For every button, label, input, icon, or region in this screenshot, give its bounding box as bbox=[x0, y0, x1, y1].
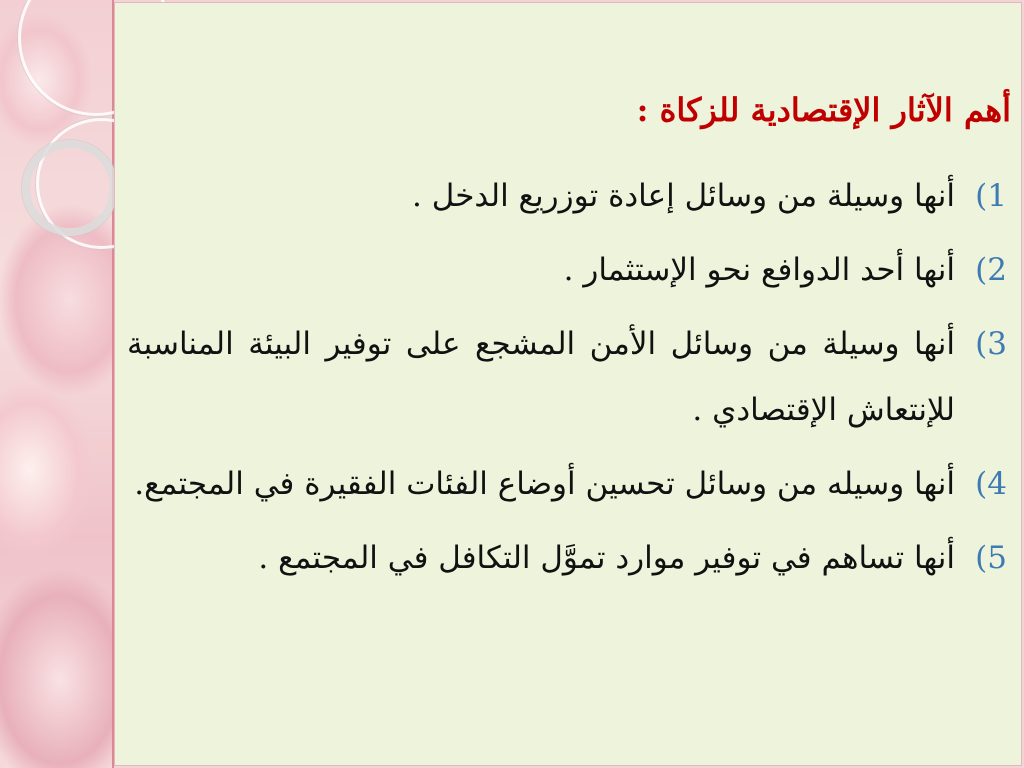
slide-content bbox=[114, 2, 1022, 766]
list-item bbox=[127, 237, 1007, 303]
list-item bbox=[127, 311, 1007, 443]
slide-title: أهم الآثار الإقتصادية للزكاة : bbox=[636, 91, 1011, 129]
list-item bbox=[127, 163, 1007, 229]
decorative-rose-strip bbox=[0, 0, 114, 768]
list-item-text: أنها تساهم في توفير موارد تموَّل التكافل في المجتمع . bbox=[258, 540, 955, 576]
list-item-text: أنها وسيله من وسائل تحسين أوضاع الفئات الفقيرة في المجتمع. bbox=[134, 466, 955, 502]
decorative-ring bbox=[22, 140, 118, 236]
list-item-text: أنها وسيلة من وسائل إعادة توزريع الدخل . bbox=[412, 178, 955, 214]
list-item-number: 3) bbox=[975, 326, 1007, 362]
numbered-list bbox=[127, 163, 1007, 599]
list-item bbox=[127, 451, 1007, 517]
list-item-text: أنها وسيلة من وسائل الأمن المشجع على توفير البيئة المناسبة للإنتعاش الإقتصادي . bbox=[127, 326, 955, 428]
list-item-number: 5) bbox=[975, 540, 1007, 576]
list-item-number: 4) bbox=[975, 466, 1007, 502]
list-item bbox=[127, 525, 1007, 591]
list-item-text: أنها أحد الدوافع نحو الإستثمار . bbox=[563, 252, 955, 288]
list-item-number: 1) bbox=[975, 178, 1007, 214]
list-item-number: 2) bbox=[975, 252, 1007, 288]
